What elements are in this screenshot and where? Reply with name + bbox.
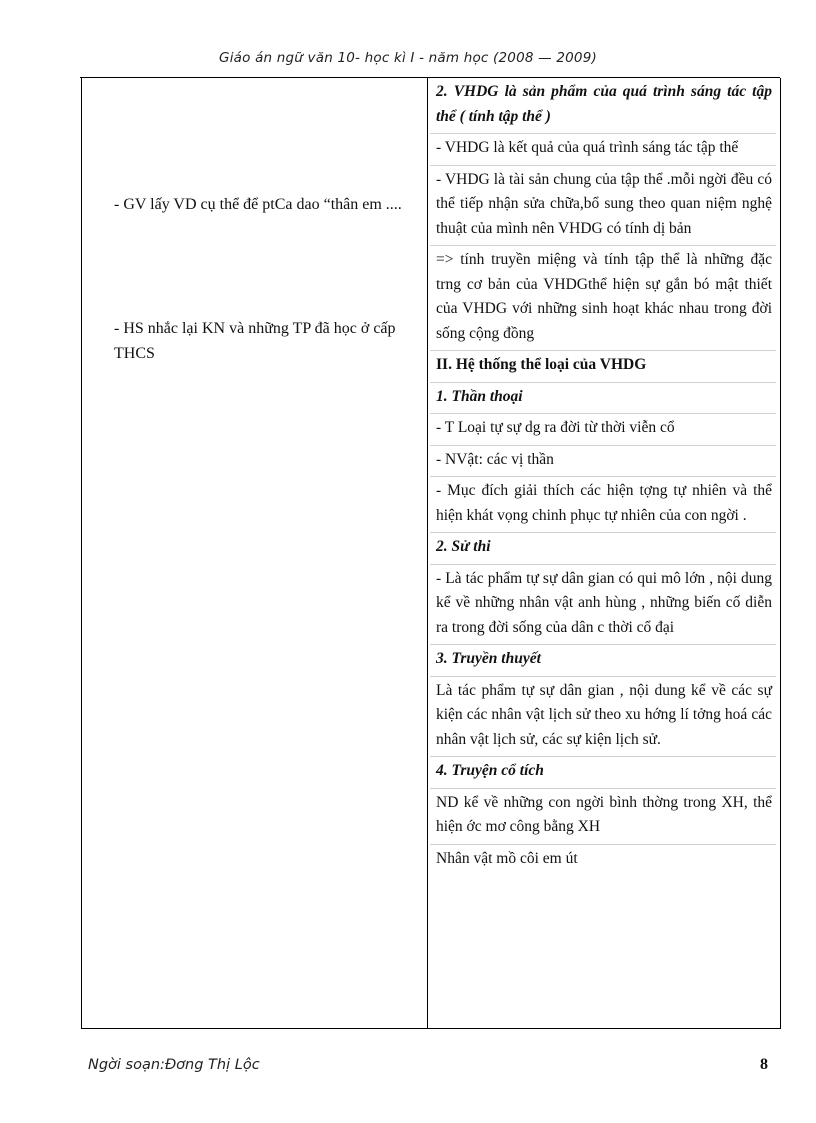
subsection-heading: 3. Truyền thuyết: [430, 645, 776, 677]
paragraph: - VHDG là tài sản chung của tập thể .mỗi ngời đều có thể tiếp nhận sửa chữa,bổ sung theo quan niệm nghệ thuật của mình nên VHDG có tính dị bản: [430, 166, 776, 247]
author-credit: Ngời soạn:Đơng Thị Lộc: [88, 1057, 260, 1073]
paragraph: ND kể về những con ngời bình thờng trong XH, thể hiện ớc mơ công bằng XH: [430, 789, 776, 845]
paragraph: - VHDG là kết quả của quá trình sáng tác tập thể: [430, 134, 776, 166]
paragraph: => tính truyền miệng và tính tập thể là những đặc trng cơ bản của VHDGthể hiện sự gắn bó mật thiết của VHDG với những sinh hoạt khác nhau trong đời sống cộng đồng: [430, 246, 776, 351]
paragraph: - Mục đích giải thích các hiện tợng tự nhiên và thể hiện khát vọng chinh phục tự nhiên của con ngời .: [430, 477, 776, 533]
column-divider: [427, 78, 428, 1028]
paragraph: - Là tác phẩm tự sự dân gian có qui mô lớn , nội dung kể về những nhân vật anh hùng , những biến cố diễn ra trong đời sống của dân c thời cổ đại: [430, 565, 776, 646]
lesson-table: [81, 78, 781, 1029]
teacher-note: - GV lấy VD cụ thể để ptCa dao “thân em ....: [114, 196, 402, 213]
page-number: 8: [760, 1056, 768, 1073]
subsection-heading: 4. Truyện cổ tích: [430, 757, 776, 789]
content-column: [430, 78, 776, 875]
student-note: - HS nhắc lại KN và những TP đã học ở cấp THCS: [114, 320, 396, 362]
subsection-heading: 1. Thần thoại: [430, 383, 776, 415]
subsection-heading: 2. Sử thi: [430, 533, 776, 565]
paragraph: Là tác phẩm tự sự dân gian , nội dung kể về các sự kiện các nhân vật lịch sử theo xu hớng lí tởng hoá các nhân vật lịch sử, các sự kiện lịch sử.: [430, 677, 776, 758]
section-heading: 2. VHDG là sản phẩm của quá trình sáng tác tập thể ( tính tập thể ): [430, 78, 776, 134]
page-header: Giáo án ngữ văn 10- học kì I - năm học (2008 — 2009): [219, 50, 597, 66]
paragraph: Nhân vật mồ côi em út: [436, 849, 578, 867]
section-heading: II. Hệ thống thể loại của VHDG: [430, 351, 776, 383]
paragraph: - NVật: các vị thần: [430, 446, 776, 478]
paragraph: - T Loại tự sự dg ra đời từ thời viễn cổ: [430, 414, 776, 446]
